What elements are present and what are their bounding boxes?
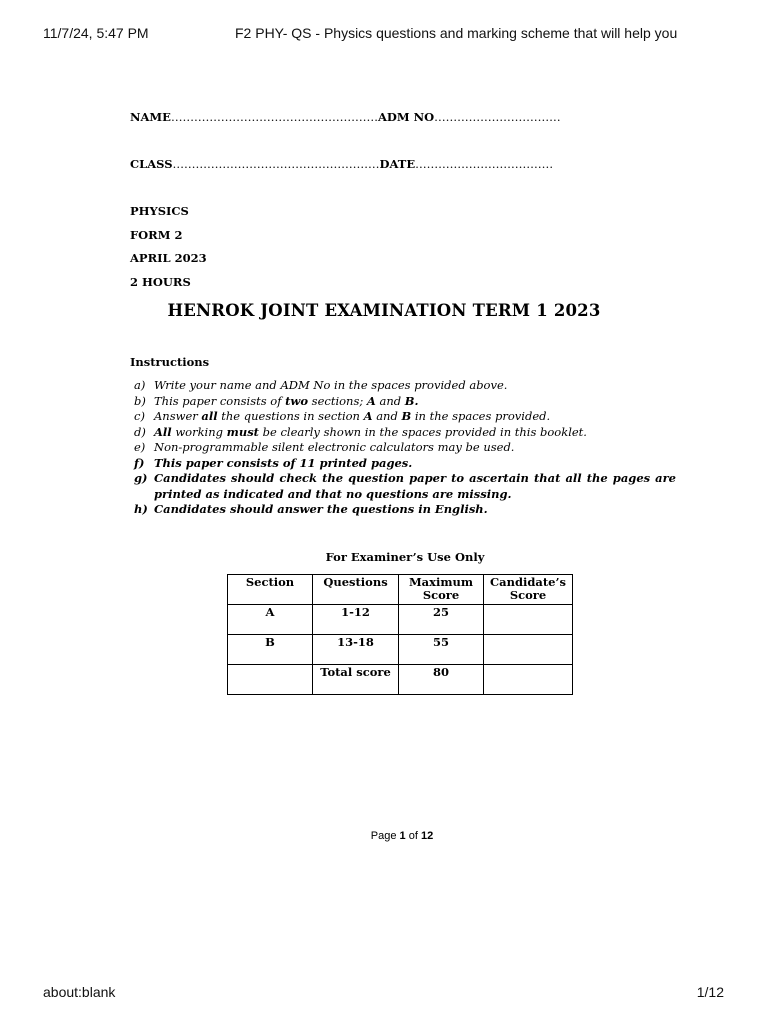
adm-blank: …………………………… [434, 110, 561, 124]
table-cell: 80 [399, 665, 484, 695]
table-cell [484, 605, 573, 635]
instruction-item: c) Answer all the questions in section A and B in the spaces provided. [134, 409, 551, 423]
table-cell [484, 635, 573, 665]
instruction-item: f) This paper consists of 11 printed pages. [134, 455, 413, 470]
instruction-item: a) Write your name and ADM No in the spaces provided above. [134, 378, 508, 392]
print-header [0, 25, 768, 43]
class-date-line [130, 157, 553, 171]
column-header: Candidate’s Score [484, 575, 573, 605]
examiner-caption: For Examiner’s Use Only [325, 550, 485, 564]
form-level: FORM 2 [130, 228, 183, 242]
print-page-count: 1/12 [696, 984, 724, 1000]
instruction-item: b) This paper consists of two sections; A and B. [134, 393, 419, 408]
name-label: NAME [130, 110, 171, 124]
name-blank: ……………………………………………… [170, 110, 378, 124]
exam-date: APRIL 2023 [130, 251, 207, 265]
instructions-heading: Instructions [130, 355, 210, 369]
exam-title: HENROK JOINT EXAMINATION TERM 1 2023 [167, 301, 601, 320]
table-cell [484, 665, 573, 695]
column-header: Questions [313, 575, 399, 605]
print-footer [0, 984, 768, 1002]
page-number: Page 1 of 12 [370, 830, 434, 842]
table-cell: B [228, 635, 313, 665]
table-cell: 1-12 [313, 605, 399, 635]
subject: PHYSICS [130, 204, 189, 218]
name-adm-line [130, 110, 561, 124]
column-header: Maximum Score [399, 575, 484, 605]
table-cell: 55 [399, 635, 484, 665]
instruction-item: g) Candidates should check the question paper to ascertain that all the pages are printed as indicated and that no questions are missing. [134, 471, 676, 501]
instructions-list [130, 378, 676, 518]
instruction-item: h) Candidates should answer the questions in English. [134, 502, 488, 516]
table-cell: 25 [399, 605, 484, 635]
adm-label: ADM NO [377, 110, 435, 124]
date-blank: ……………………………… [415, 157, 554, 171]
class-blank: ……………………………………………… [172, 157, 380, 171]
table-row [228, 665, 573, 695]
print-datetime: 11/7/24, 5:47 PM [43, 25, 149, 41]
table-cell: 13-18 [313, 635, 399, 665]
instruction-item: d) All working must be clearly shown in the spaces provided in this booklet. [134, 424, 587, 439]
exam-duration: 2 HOURS [130, 275, 191, 289]
score-table-header [228, 575, 573, 605]
table-row [228, 605, 573, 635]
table-cell [228, 665, 313, 695]
table-row [228, 635, 573, 665]
class-label: CLASS [130, 157, 173, 171]
table-cell: A [228, 605, 313, 635]
column-header: Section [228, 575, 313, 605]
score-table [227, 574, 573, 695]
print-document-title: F2 PHY- QS - Physics questions and marking scheme that will help you [235, 25, 678, 41]
instruction-item: e) Non-programmable silent electronic calculators may be used. [134, 440, 515, 454]
date-label: DATE [379, 157, 416, 171]
table-cell: Total score [313, 665, 399, 695]
print-url: about:blank [43, 984, 116, 1000]
